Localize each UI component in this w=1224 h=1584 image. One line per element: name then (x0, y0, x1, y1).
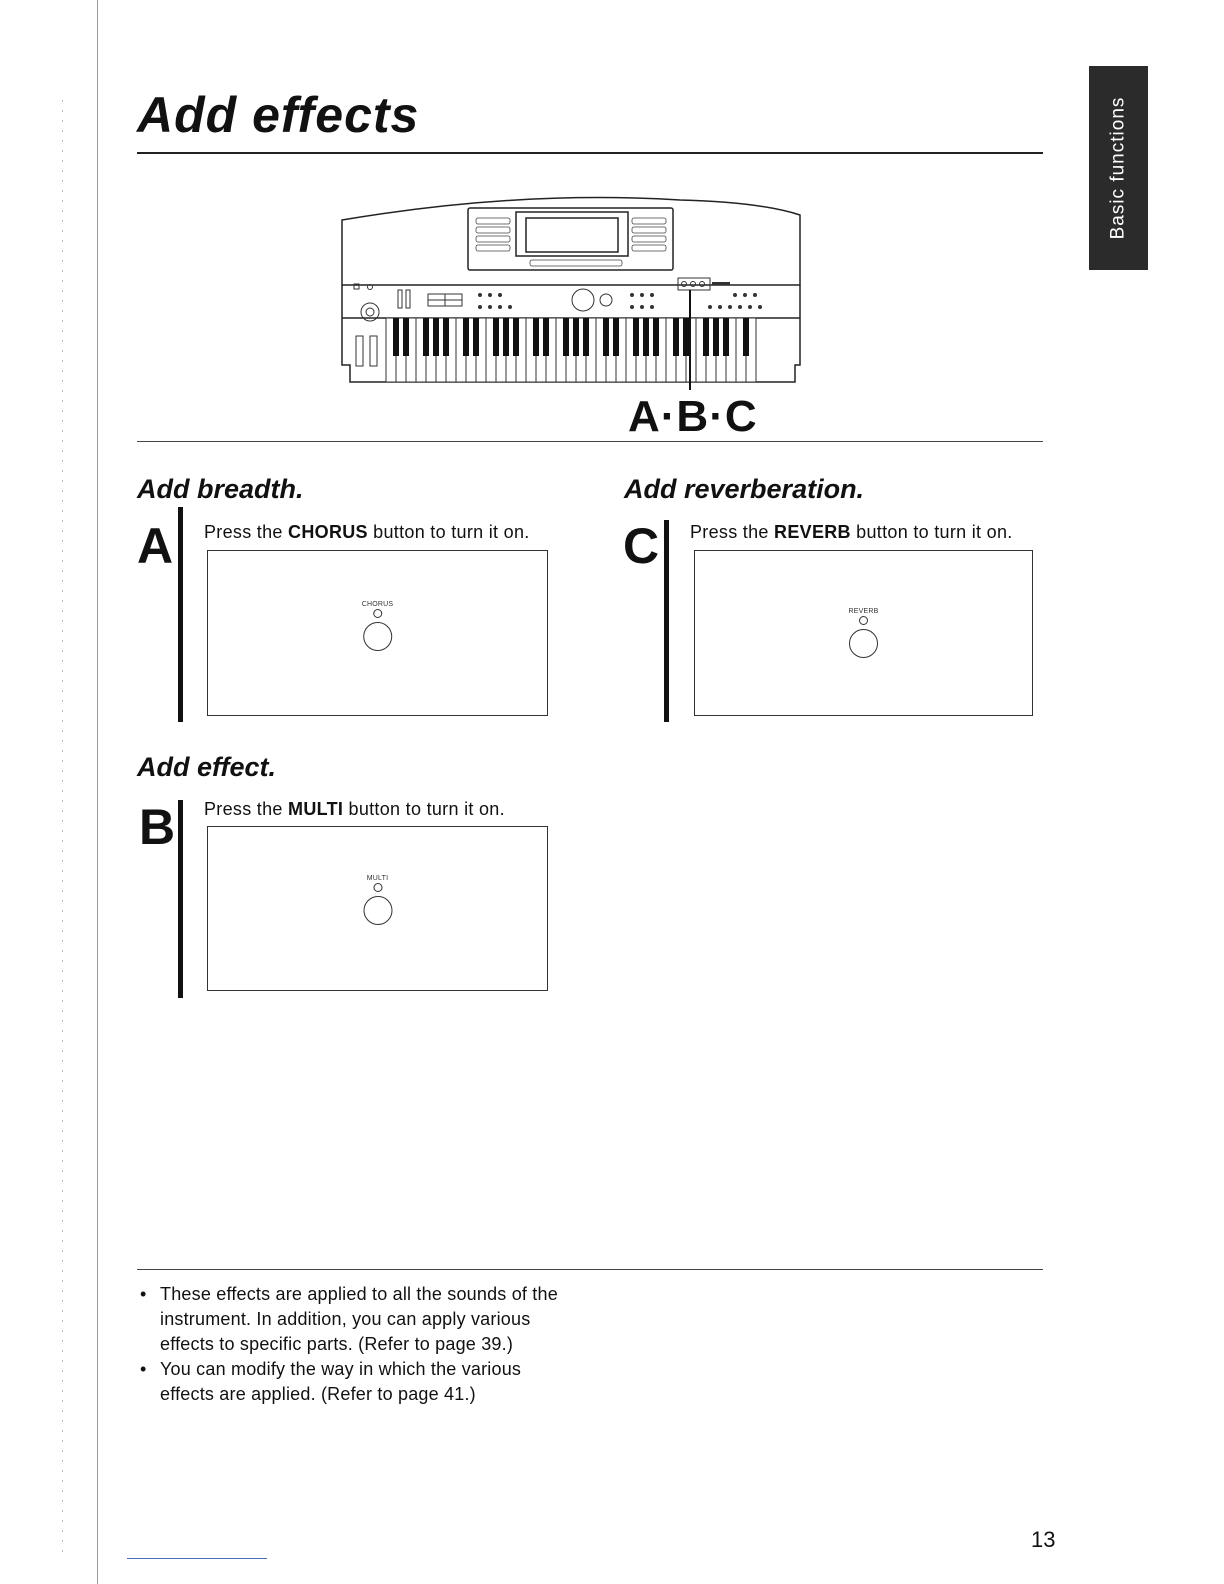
step-bar-c (664, 520, 669, 722)
black-key (403, 318, 409, 356)
black-key (513, 318, 519, 356)
black-key (653, 318, 659, 356)
multi-label: MULTI (366, 875, 389, 882)
chorus-led-indicator (373, 609, 382, 618)
reverb-label: REVERB (848, 608, 879, 615)
reverb-panel-illustration (694, 550, 1033, 716)
instruction-reverb: Press the REVERB button to turn it on. (690, 522, 1013, 542)
multi-panel-illustration (207, 826, 548, 991)
black-key (673, 318, 679, 356)
black-key (723, 318, 729, 356)
reverb-led-indicator (859, 616, 868, 625)
button-name-reverb: REVERB (774, 522, 851, 542)
section-heading-effect: Add effect. (137, 752, 277, 782)
page-margin-line (97, 0, 98, 1584)
step-letter-b: B (139, 799, 176, 855)
keyboard-illustration (340, 190, 810, 390)
black-key (573, 318, 579, 356)
side-tab (1089, 66, 1148, 270)
black-key (603, 318, 609, 356)
step-bar-a (178, 507, 183, 722)
step-bar-b (178, 800, 183, 998)
black-key (463, 318, 469, 356)
black-key (583, 318, 589, 356)
note-item: • You can modify the way in which the various effects are applied. (Refer to page 41.) (137, 1357, 577, 1407)
notes-list (137, 1282, 577, 1407)
figure-callout-label: A·B·C (628, 392, 758, 441)
chorus-label: CHORUS (361, 601, 394, 608)
button-name-chorus: CHORUS (288, 522, 368, 542)
black-key (433, 318, 439, 356)
black-key (613, 318, 619, 356)
black-key (503, 318, 509, 356)
side-tab-label: Basic functions (1107, 96, 1129, 240)
black-key (743, 318, 749, 356)
step-letter-a: A (137, 518, 174, 574)
multi-led-indicator (373, 883, 382, 892)
notes-rule (137, 1269, 1043, 1270)
page-margin-dots (62, 100, 63, 1560)
figure-rule (137, 441, 1043, 442)
button-name-multi: MULTI (288, 799, 344, 819)
black-key (493, 318, 499, 356)
page-number: 13 (1031, 1527, 1056, 1552)
chorus-panel-illustration (207, 550, 548, 716)
black-key (643, 318, 649, 356)
reverb-button-group (849, 608, 879, 658)
section-heading-reverb: Add reverberation. (624, 474, 865, 504)
black-key (393, 318, 399, 356)
instruction-effect: Press the MULTI button to turn it on. (204, 799, 505, 819)
black-key (533, 318, 539, 356)
page-title: Add effects (137, 87, 420, 143)
black-key (543, 318, 549, 356)
black-key (633, 318, 639, 356)
section-heading-breadth: Add breadth. (137, 474, 304, 504)
black-key (683, 318, 689, 356)
footer-line (127, 1558, 267, 1559)
title-rule (137, 152, 1043, 154)
chorus-button[interactable] (363, 622, 392, 651)
black-key (473, 318, 479, 356)
multi-button[interactable] (363, 896, 392, 925)
note-item: • These effects are applied to all the sounds of the instrument. In addition, you can apply various effects to specific parts. (Refer to page 39.) (137, 1282, 577, 1357)
multi-button-group (363, 875, 392, 925)
black-key (423, 318, 429, 356)
instruction-breadth: Press the CHORUS button to turn it on. (204, 522, 530, 542)
black-key (443, 318, 449, 356)
black-key (563, 318, 569, 356)
black-key (713, 318, 719, 356)
chorus-button-group (362, 601, 394, 651)
black-key (703, 318, 709, 356)
step-letter-c: C (623, 518, 660, 574)
reverb-button[interactable] (849, 629, 878, 658)
